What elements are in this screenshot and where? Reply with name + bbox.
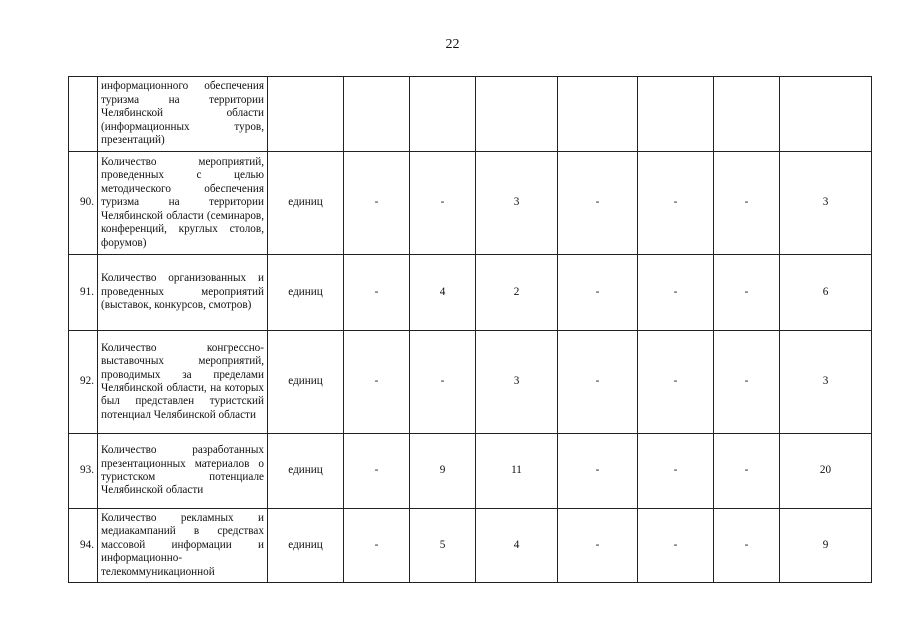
indicator-description: Количество мероприятий, проведенных с целью методического обеспечения туризма на территории Челябинской области (семинаров, конференций, круглых столов, форумов) [98, 152, 268, 255]
indicator-description: Количество конгрессно-выставочных мероприятий, проводимых за пределами Челябинской области, на которых был представлен туристский потенциал Челябинской области [98, 331, 268, 434]
unit-cell: единиц [268, 434, 344, 509]
row-number: 91. [69, 255, 98, 331]
value-cell: - [638, 255, 714, 331]
unit-cell: единиц [268, 152, 344, 255]
value-cell: - [410, 152, 476, 255]
value-cell: - [714, 434, 780, 509]
row-number [69, 77, 98, 152]
unit-cell: единиц [268, 255, 344, 331]
total-cell [780, 77, 872, 152]
unit-cell [268, 77, 344, 152]
table-row [69, 509, 872, 583]
indicator-description: Количество разработанных презентационных материалов о туристском потенциале Челябинской области [98, 434, 268, 509]
row-number: 94. [69, 509, 98, 583]
total-cell: 6 [780, 255, 872, 331]
value-cell: - [638, 509, 714, 583]
total-cell: 9 [780, 509, 872, 583]
value-cell: 4 [476, 509, 558, 583]
row-number: 90. [69, 152, 98, 255]
value-cell: - [638, 152, 714, 255]
value-cell: - [714, 255, 780, 331]
value-cell [714, 77, 780, 152]
value-cell: - [558, 509, 638, 583]
value-cell: - [558, 331, 638, 434]
value-cell: - [558, 152, 638, 255]
value-cell: - [344, 509, 410, 583]
indicator-description: информационного обеспечения туризма на территории Челябинской области (информационных туров, презентаций) [98, 77, 268, 152]
value-cell: - [638, 331, 714, 434]
value-cell: - [638, 434, 714, 509]
value-cell: - [714, 331, 780, 434]
unit-cell: единиц [268, 509, 344, 583]
row-number: 92. [69, 331, 98, 434]
table-row [69, 255, 872, 331]
value-cell: - [344, 152, 410, 255]
value-cell: 2 [476, 255, 558, 331]
table-row [69, 434, 872, 509]
value-cell: 9 [410, 434, 476, 509]
value-cell [638, 77, 714, 152]
total-cell: 3 [780, 152, 872, 255]
table-row [69, 77, 872, 152]
page-number: 22 [445, 37, 460, 52]
value-cell: 4 [410, 255, 476, 331]
value-cell: - [558, 434, 638, 509]
indicator-description: Количество рекламных и медиакампаний в средствах массовой информации и информационно-телекоммуникационной [98, 509, 268, 583]
value-cell: 3 [476, 331, 558, 434]
value-cell [344, 77, 410, 152]
value-cell: - [344, 331, 410, 434]
value-cell: - [558, 255, 638, 331]
total-cell: 3 [780, 331, 872, 434]
value-cell: - [714, 509, 780, 583]
value-cell: - [344, 434, 410, 509]
total-cell: 20 [780, 434, 872, 509]
unit-cell: единиц [268, 331, 344, 434]
value-cell [410, 77, 476, 152]
value-cell: - [714, 152, 780, 255]
indicator-description: Количество организованных и проведенных мероприятий (выставок, конкурсов, смотров) [98, 255, 268, 331]
value-cell [558, 77, 638, 152]
value-cell: 11 [476, 434, 558, 509]
indicators-table [68, 76, 872, 583]
value-cell: - [344, 255, 410, 331]
table-row [69, 331, 872, 434]
row-number: 93. [69, 434, 98, 509]
value-cell: - [410, 331, 476, 434]
value-cell: 5 [410, 509, 476, 583]
table-row [69, 152, 872, 255]
value-cell: 3 [476, 152, 558, 255]
value-cell [476, 77, 558, 152]
